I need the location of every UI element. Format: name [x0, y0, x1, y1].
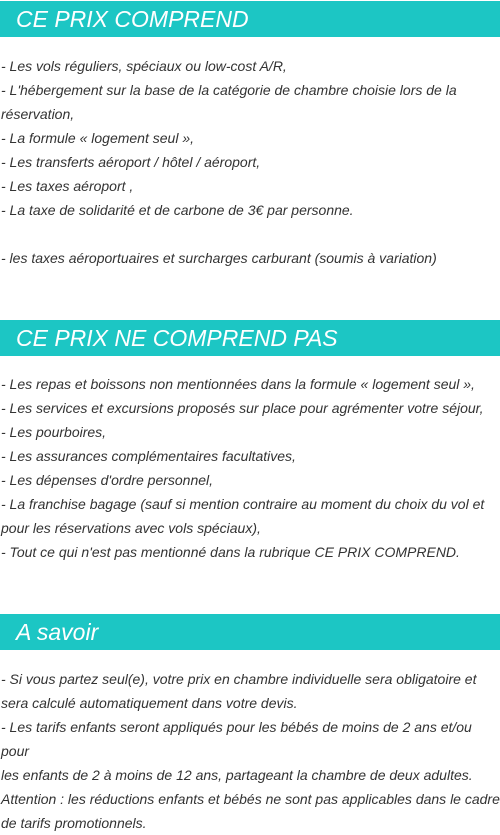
list-item: - Les transferts aéroport / hôtel / aéroport,: [1, 154, 261, 170]
section-body-ce-prix-ne-comprend-pas: [0, 372, 500, 564]
section-body-ce-prix-comprend: [0, 54, 500, 270]
list-item: - Les services et excursions proposés sur place pour agrémenter votre séjour,: [1, 400, 484, 416]
list-item: - Les tarifs enfants seront appliqués pour les bébés de moins de 2 ans et/ou pour: [1, 719, 472, 759]
list-item: de tarifs promotionnels.: [1, 815, 147, 831]
section-header-ce-prix-ne-comprend-pas: [0, 320, 500, 356]
list-item: - les taxes aéroportuaires et surcharges carburant (soumis à variation): [1, 250, 437, 266]
section-title: CE PRIX COMPREND: [16, 6, 249, 32]
list-item: - Les taxes aéroport ,: [1, 178, 134, 194]
list-item: - Tout ce qui n'est pas mentionné dans la rubrique CE PRIX COMPREND.: [1, 544, 460, 560]
list-item: - Les pourboires,: [1, 424, 107, 440]
list-item: pour les réservations avec vols spéciaux),: [1, 520, 261, 536]
blank-line: [1, 222, 500, 246]
section-header-ce-prix-comprend: [0, 1, 500, 37]
list-item: - Si vous partez seul(e), votre prix en chambre individuelle sera obligatoire et: [1, 671, 477, 687]
list-item: réservation,: [1, 106, 75, 122]
section-header-a-savoir: [0, 614, 500, 650]
section-body-a-savoir: [0, 667, 500, 835]
list-item: - Les vols réguliers, spéciaux ou low-cost A/R,: [1, 58, 287, 74]
list-item: - L'hébergement sur la base de la catégorie de chambre choisie lors de la: [1, 82, 457, 98]
list-item: - La taxe de solidarité et de carbone de 3€ par personne.: [1, 202, 354, 218]
list-item: sera calculé automatiquement dans votre devis.: [1, 695, 298, 711]
list-item: Attention : les réductions enfants et bébés ne sont pas applicables dans le cadre: [1, 791, 500, 807]
list-item: - Les dépenses d'ordre personnel,: [1, 472, 214, 488]
list-item: - La franchise bagage (sauf si mention contraire au moment du choix du vol et: [1, 496, 485, 512]
list-item: les enfants de 2 à moins de 12 ans, partageant la chambre de deux adultes.: [1, 767, 473, 783]
list-item: - Les assurances complémentaires facultatives,: [1, 448, 296, 464]
section-title: CE PRIX NE COMPREND PAS: [16, 325, 338, 351]
section-title: A savoir: [16, 619, 99, 645]
list-item: - La formule « logement seul »,: [1, 130, 194, 146]
list-item: - Les repas et boissons non mentionnées dans la formule « logement seul »,: [1, 376, 475, 392]
